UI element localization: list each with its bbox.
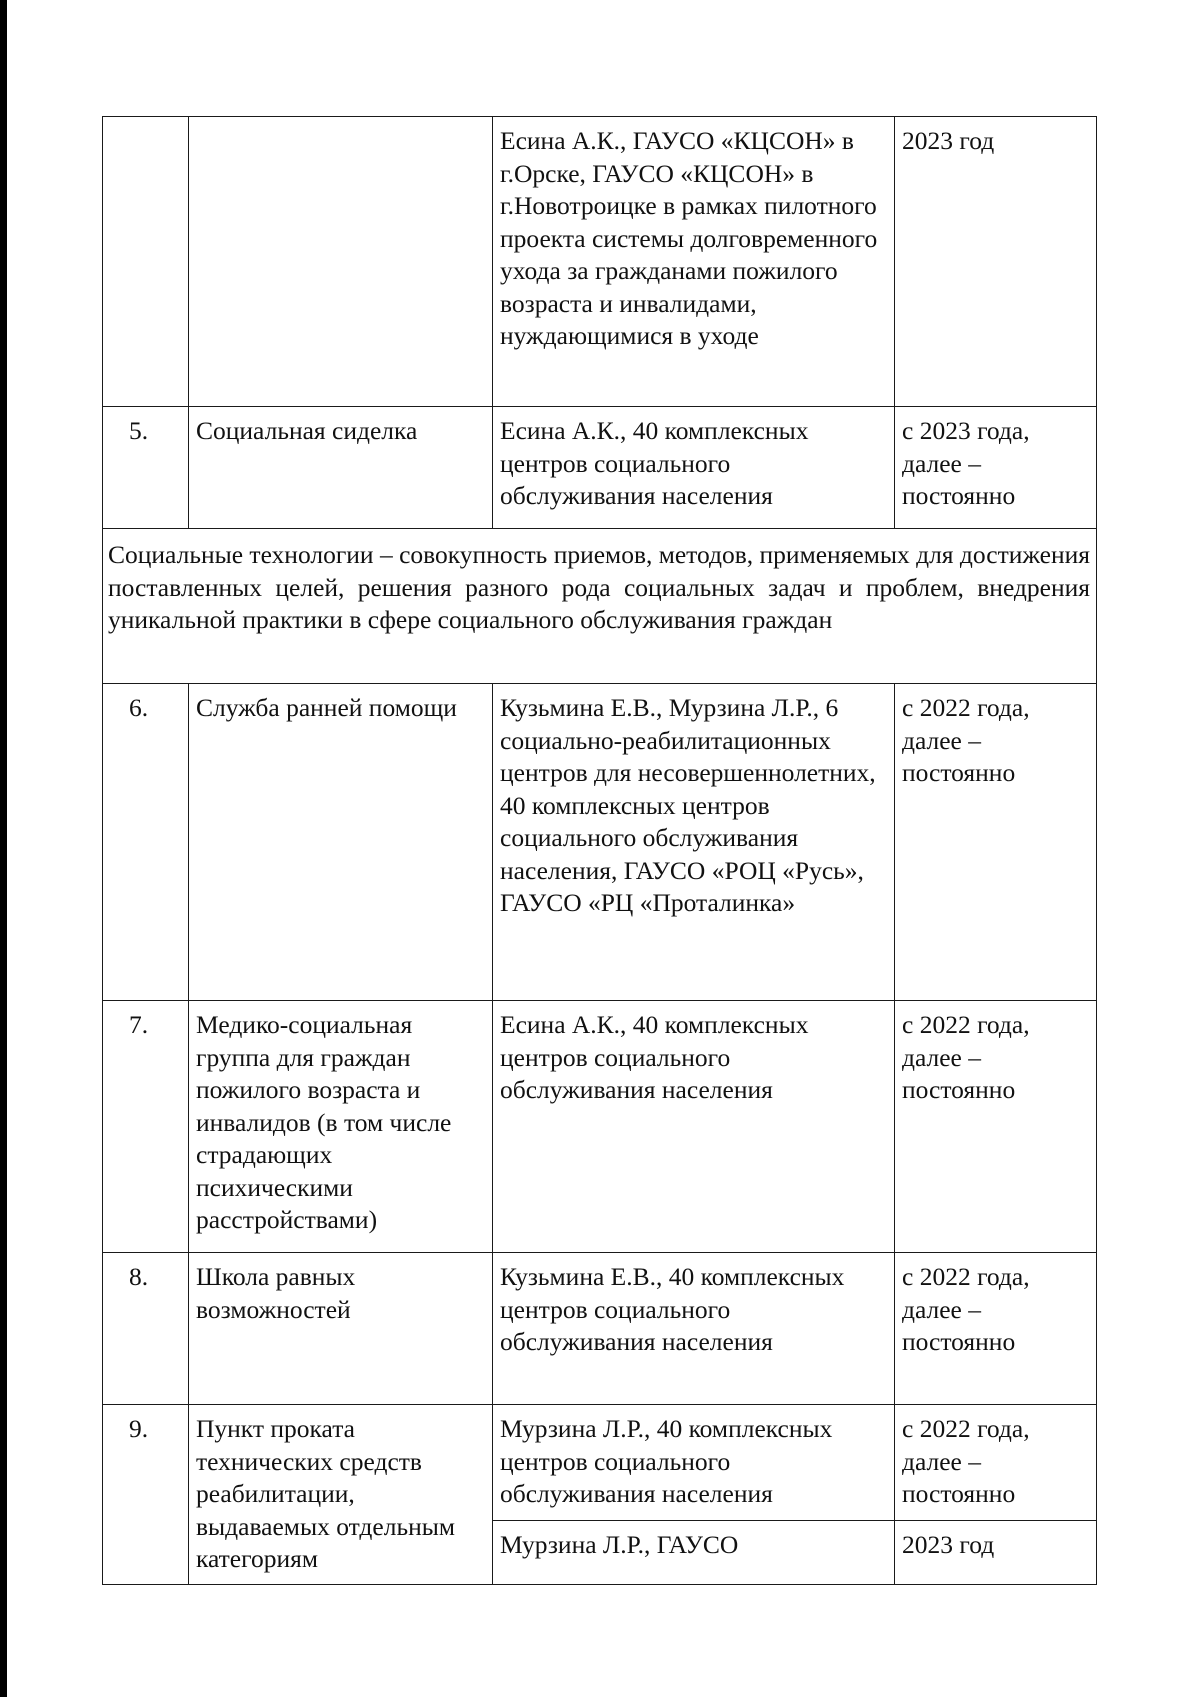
- table-row: [103, 684, 1097, 1001]
- row-name-cell: Пункт проката технических средств реабилитации, выдаваемых отдельным категориям: [189, 1405, 493, 1585]
- row-term-cell: с 2022 года, далее – постоянно: [895, 684, 1097, 1001]
- scan-edge: [0, 0, 7, 1697]
- row-executor-cell: Кузьмина Е.В., Мурзина Л.Р., 6 социально-реабилитационных центров для несовершеннолетних, 40 комплексных центров социального обслуживания населения, ГАУСО «РОЦ «Русь», ГАУСО «РЦ «Проталинка»: [493, 684, 895, 1001]
- row-executor-cell: Кузьмина Е.В., 40 комплексных центров социального обслуживания населения: [493, 1253, 895, 1405]
- row-term-cell: с 2022 года, далее – постоянно: [895, 1405, 1097, 1521]
- row-term-cell: с 2022 года, далее – постоянно: [895, 1001, 1097, 1253]
- row-name-cell: Социальная сиделка: [189, 407, 493, 529]
- row-number-cell: [103, 117, 189, 407]
- row-name-cell: Школа равных возможностей: [189, 1253, 493, 1405]
- row-number-cell: 5.: [103, 407, 189, 529]
- table-row: [103, 1405, 1097, 1521]
- row-number-cell: 7.: [103, 1001, 189, 1253]
- row-executor-cell: Есина А.К., 40 комплексных центров социального обслуживания населения: [493, 1001, 895, 1253]
- section-heading-cell: Социальные технологии – совокупность приемов, методов, применяемых для достижения поставленных целей, решения разного рода социальных задач и проблем, внедрения уникальной практики в сфере социального обслуживания граждан: [103, 529, 1097, 684]
- row-name-cell: [189, 117, 493, 407]
- row-number-cell: 6.: [103, 684, 189, 1001]
- row-executor-cell: Есина А.К., 40 комплексных центров социального обслуживания населения: [493, 407, 895, 529]
- row-name-cell: Служба ранней помощи: [189, 684, 493, 1001]
- row-name-cell: Медико-социальная группа для граждан пожилого возраста и инвалидов (в том числе страдающих психическими расстройствами): [189, 1001, 493, 1253]
- table-row: [103, 1001, 1097, 1253]
- row-term-cell: с 2023 года, далее – постоянно: [895, 407, 1097, 529]
- row-term-cell: с 2022 года, далее – постоянно: [895, 1253, 1097, 1405]
- row-executor-cell: Есина А.К., ГАУСО «КЦСОН» в г.Орске, ГАУСО «КЦСОН» в г.Новотроицке в рамках пилотного проекта системы долговременного ухода за гражданами пожилого возраста и инвалидами, нуждающимися в уходе: [493, 117, 895, 407]
- table-row: [103, 1253, 1097, 1405]
- section-row: [103, 529, 1097, 684]
- row-term-cell: 2023 год: [895, 1521, 1097, 1585]
- row-executor-cell: Мурзина Л.Р., ГАУСО: [493, 1521, 895, 1585]
- row-number-cell: 8.: [103, 1253, 189, 1405]
- row-executor-cell: Мурзина Л.Р., 40 комплексных центров социального обслуживания населения: [493, 1405, 895, 1521]
- measures-table: [102, 116, 1097, 1585]
- table-row: [103, 117, 1097, 407]
- row-number-cell: 9.: [103, 1405, 189, 1585]
- row-term-cell: 2023 год: [895, 117, 1097, 407]
- table-row: [103, 407, 1097, 529]
